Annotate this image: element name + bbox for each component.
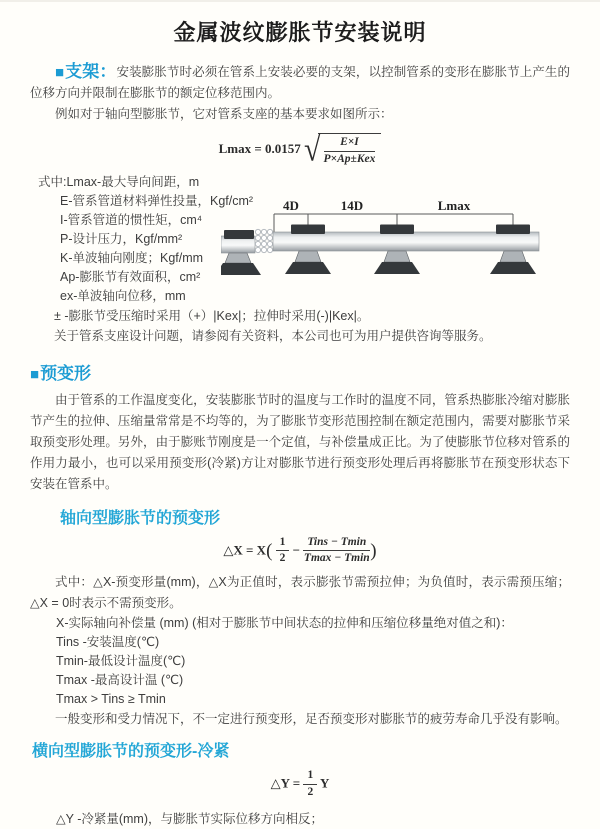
bellows-icon — [255, 229, 272, 252]
axial-line: X-实际轴向补偿量 (mm) (相对于膨胀节中间状态的拉伸和压缩位移量绝对值之和)： — [56, 616, 513, 631]
temp-fraction-denominator: Tmax − Tmin — [303, 552, 370, 565]
pipe — [273, 232, 539, 251]
lmax-formula — [30, 130, 570, 169]
right-paren: ) — [370, 539, 377, 561]
definition-item: K-单波轴向刚度；Kgf/mm — [60, 250, 204, 265]
axial-subheading: 轴向型膨胀节的预变形 — [60, 509, 221, 527]
lmax-fraction-numerator: E×I — [324, 136, 376, 152]
transverse-formula — [30, 769, 570, 800]
formula-definitions — [30, 173, 570, 347]
lmax-fraction — [324, 136, 376, 167]
axial-line: Tins -安装温度(℃) — [56, 635, 160, 650]
dim-label-14d: 14D — [340, 198, 364, 213]
transverse-formula-lhs: △Y = — [270, 775, 301, 791]
support-consulting-note: 关于管系支座设计问题，请参阅有关资料，本公司也可为用户提供咨询等服务。 — [54, 328, 492, 343]
support-intro-text: 安装膨胀节时必须在管系上安装必要的支架，以控制管系的变形在膨胀节上产生的位移方向并限制在膨胀节的额定位移范围内。 — [30, 65, 571, 100]
lmax-formula-lhs: Lmax = 0.0157 — [218, 140, 301, 156]
dim-label-lmax: Lmax — [437, 198, 471, 213]
sqrt-content — [318, 133, 382, 167]
half-fraction — [276, 536, 290, 567]
half-numerator: 1 — [276, 536, 290, 552]
transverse-line: △Y -冷紧量(mm)，与膨胀节实际位移方向相反； — [56, 811, 324, 826]
half-numerator: 1 — [303, 769, 317, 785]
support-intro-paragraph — [30, 61, 570, 104]
temperature-fraction — [303, 536, 370, 567]
pipe-support-diagram — [221, 199, 576, 291]
axial-formula-lhs: △X = X — [223, 541, 267, 557]
transverse-subheading: 横向型膨胀节的预变形-冷紧 — [32, 743, 230, 761]
sqrt-radical — [304, 130, 381, 169]
document-page — [0, 2, 600, 829]
axial-line: Tmax > Tins ≥ Tmin — [56, 692, 166, 707]
definition-lead: 式中:Lmax-最大导向间距，m — [38, 174, 200, 189]
left-paren: ( — [266, 539, 273, 561]
axial-formula — [30, 536, 570, 567]
predeform-heading-label: 预变形 — [40, 363, 92, 383]
definition-item: ex-单波轴向位移，mm — [60, 288, 186, 303]
radical-sign: √ — [304, 130, 321, 169]
blue-square-icon: ■ — [30, 365, 40, 383]
half-denominator: 2 — [307, 785, 314, 798]
definition-item: P-设计压力，Kgf/mm² — [60, 231, 183, 246]
support-example-line: 例如对于轴向型膨胀节，它对管系支座的基本要求如图所示： — [55, 107, 393, 121]
predeform-paragraph: 由于管系的工作温度变化，安装膨胀节时的温度与工作时的温度不同，管系热膨胀冷缩对膨胀节产生的拉伸、压缩量常常是不均等的，为了膨胀节变形范围控制在额定范围内，需要对膨胀节采取预变形处理。另外，由于膨账节刚度是一个定值，与补偿量成正比。为了使膨胀节位移对管系的作用力最小，也可以采用预变形(冷紧)方让对膨胀节进行预变形处理后再将膨胀节在预变形状态下安装在管系中。 — [30, 392, 570, 491]
definition-item: E-管系管道材料弹性投量，Kgf/cm² — [60, 193, 254, 208]
temp-fraction-numerator: Tins − Tmin — [303, 536, 370, 552]
page-title: 金属波纹膨胀节安装说明 — [173, 20, 427, 45]
support-heading-label: 支架： — [65, 62, 117, 81]
axial-line: Tmin-最低设计温度(℃) — [56, 654, 186, 669]
lmax-fraction-denominator: P×Ap±Kex — [323, 152, 376, 165]
axial-note: 一般变形和受力情况下，不一定进行预变形，足否预变形对膨胀节的疲劳寿命几乎没有影响。 — [55, 712, 568, 727]
axial-line: Tmax -最高设计温 (℃) — [56, 673, 184, 688]
definition-item: Ap-膨胀节有效面积，cm² — [60, 269, 201, 284]
minus-sign: − — [292, 541, 301, 557]
half-fraction — [303, 769, 317, 800]
transverse-formula-rhs: Y — [319, 775, 330, 791]
dim-label-4d: 4D — [283, 198, 299, 213]
definition-plusminus-rule: ± -膨胀节受压缩时采用（+）|Kex|；拉伸时采用(-)|Kex|。 — [54, 308, 370, 323]
axial-explain-paragraph: 式中：△X-预变形量(mm)，△X为正值时，表示膨张节需预拉伸；为负值时，表示需预压缩；△X = 0时表示不需预变形。 — [30, 575, 570, 611]
support-section-heading — [55, 62, 116, 81]
half-denominator: 2 — [279, 552, 286, 565]
definition-item: I-管系管道的惯性矩，cm⁴ — [60, 212, 203, 227]
blue-square-icon: ■ — [55, 64, 65, 81]
predeform-section-heading — [30, 359, 570, 384]
